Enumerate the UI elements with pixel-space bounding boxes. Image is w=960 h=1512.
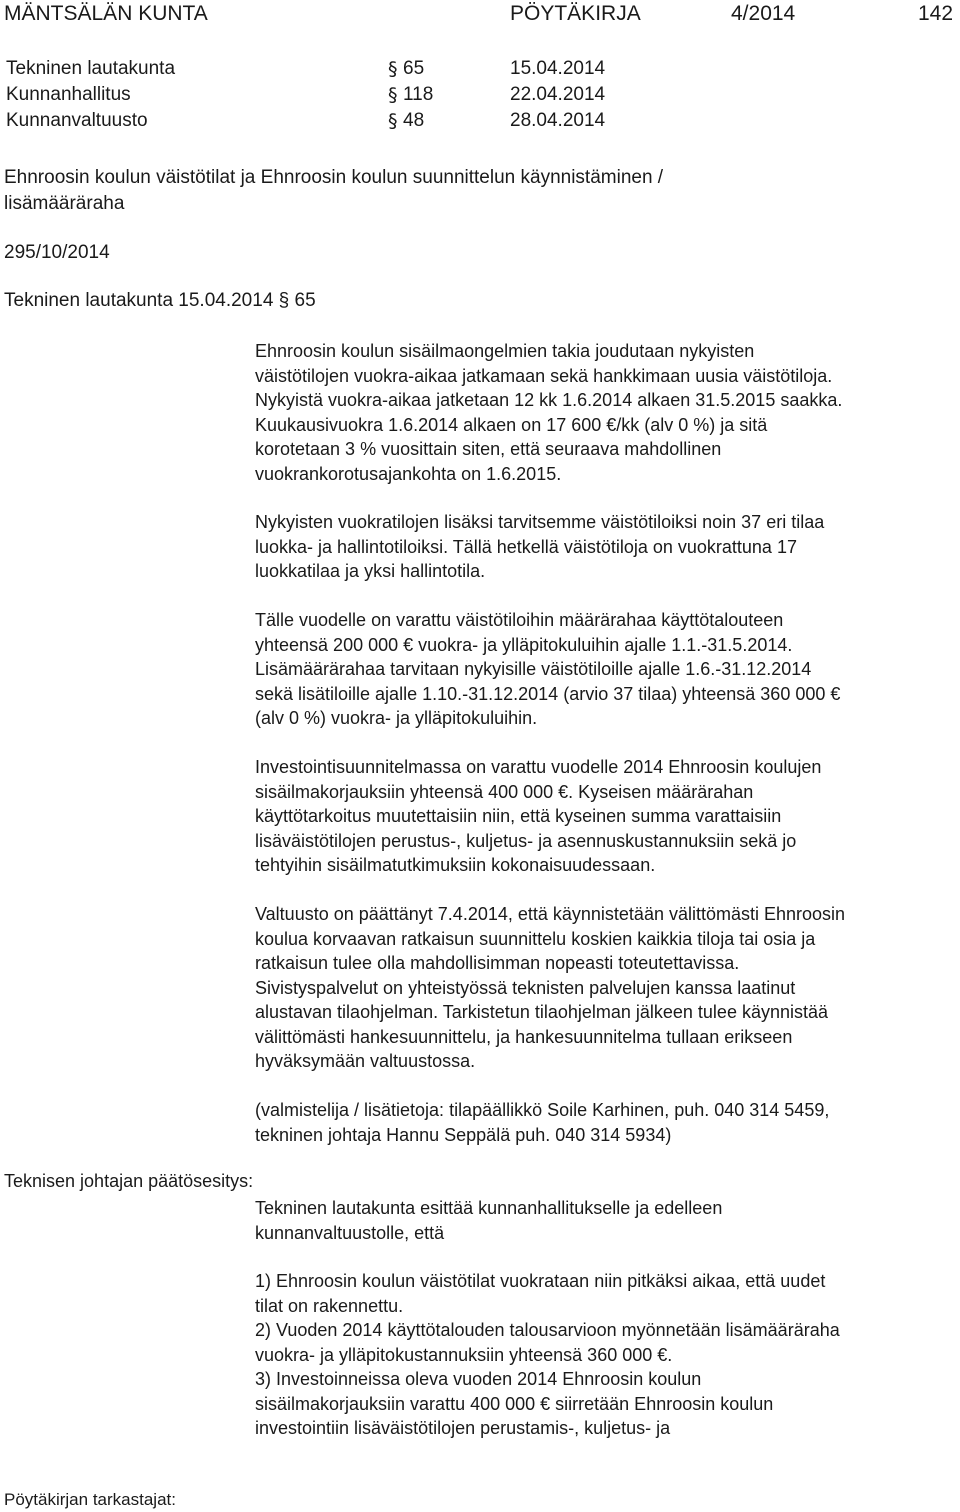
preparer-info xyxy=(255,1098,955,1147)
paragraph-line: Lisämäärärahaa tarvitaan nykyisille väistötiloille ajalle 1.6.-31.12.2014 xyxy=(255,659,812,679)
session-date: 28.04.2014 xyxy=(510,110,606,131)
paragraph xyxy=(255,902,955,1074)
paragraph-line: korotetaan 3 % vuosittain siten, että seuraava mahdollinen xyxy=(255,439,722,459)
proposal-items xyxy=(255,1269,955,1441)
paragraph-line: vuokrankorotusajankohta on 1.6.2015. xyxy=(255,463,562,484)
session-row xyxy=(6,108,646,134)
session-section: 48 xyxy=(403,110,425,131)
page-number: 142 xyxy=(918,2,954,25)
proposal-item-line: tilat on rakennettu. xyxy=(255,1295,404,1316)
section-sign-icon: § xyxy=(388,110,398,132)
paragraph-line: hyväksymään valtuustossa. xyxy=(255,1051,476,1071)
session-body: Tekninen lautakunta xyxy=(6,58,176,79)
paragraph-line: (valmistelija / lisätietoja: tilapäällikkö Soile Karhinen, puh. 040 314 5459, xyxy=(255,1100,830,1120)
proposal-item-line: 1) Ehnroosin koulun väistötilat vuokrataan niin pitkäksi aikaa, että uudet xyxy=(255,1271,826,1291)
proposal-label: Teknisen johtajan päätösesitys: xyxy=(4,1171,254,1191)
paragraph-line: alustavan tilaohjelman. Tarkistetun tilaohjelman jälkeen tulee käynnistää xyxy=(255,1002,829,1022)
paragraph-line: Nykyistä vuokra-aikaa jatketaan 12 kk 1.6.2014 alkaen 31.5.2015 saakka. xyxy=(255,390,843,410)
paragraph-line: Ehnroosin koulun sisäilmaongelmien takia joudutaan nykyisten xyxy=(255,341,755,361)
section-sign-icon: § xyxy=(388,84,398,106)
session-body: Kunnanhallitus xyxy=(6,84,131,105)
paragraph-line: ratkaisun tulee olla mahdollisimman nopeasti toteutettavissa. xyxy=(255,953,740,973)
proposal-intro xyxy=(255,1196,955,1245)
proposal-item-line: 2) Vuoden 2014 käyttötalouden talousarvioon myönnetään lisämääräraha xyxy=(255,1320,840,1340)
reference-number: 295/10/2014 xyxy=(4,242,110,263)
paragraph-line: sisäilmakorjauksiin yhteensä 400 000 €. Kyseisen määrärahan xyxy=(255,781,754,802)
document-type: PÖYTÄKIRJA xyxy=(510,2,641,25)
paragraph-line: tehtyihin sisäilmatutkimuksiin kokonaisuudessaan. xyxy=(255,855,656,875)
paragraph-line: kunnanvaltuustolle, että xyxy=(255,1222,445,1243)
paragraph-line: Sivistyspalvelut on yhteistyössä teknisten palvelujen kanssa laatinut xyxy=(255,977,796,998)
paragraph-line: Nykyisten vuokratilojen lisäksi tarvitsemme väistötiloiksi noin 37 eri tilaa xyxy=(255,512,825,532)
paragraph-line: koulua korvaavan ratkaisun suunnittelu koskien kaikkia tiloja tai osia ja xyxy=(255,928,816,949)
paragraph-line: yhteensä 200 000 € vuokra- ja ylläpitokuluihin ajalle 1.1.-31.5.2014. xyxy=(255,634,793,655)
paragraph-line: luokkatilaa ja yksi hallintotila. xyxy=(255,561,486,581)
session-row xyxy=(6,56,646,82)
paragraph-line: Tälle vuodelle on varattu väistötiloihin määrärahaa käyttötalouteen xyxy=(255,610,784,630)
paragraph xyxy=(255,510,955,584)
session-date: 22.04.2014 xyxy=(510,84,606,105)
paragraph-line: tekninen johtaja Hannu Seppälä puh. 040 314 5934) xyxy=(255,1124,672,1145)
proposal-item-line: sisäilmakorjauksiin varattu 400 000 € siirretään Ehnroosin koulun xyxy=(255,1393,774,1414)
agenda-title-line: lisämääräraha xyxy=(4,193,125,214)
issue-number: 4/2014 xyxy=(731,2,796,25)
proposal-item-line: vuokra- ja ylläpitokustannuksiin yhteensä 360 000 €. xyxy=(255,1344,673,1365)
committee-line: Tekninen lautakunta 15.04.2014 § 65 xyxy=(4,290,316,311)
session-row xyxy=(6,82,646,108)
session-section: 118 xyxy=(403,84,434,105)
proposal-item-line: 3) Investoinneissa oleva vuoden 2014 Ehnroosin koulun xyxy=(255,1369,702,1389)
paragraph-line: väistötilojen vuokra-aikaa jatkamaan sekä hankkimaan uusia väistötiloja. xyxy=(255,365,833,386)
paragraph xyxy=(255,608,955,731)
paragraph-line: luokka- ja hallintotiloiksi. Tällä hetkellä väistötiloja on vuokrattuna 17 xyxy=(255,536,797,557)
paragraph-line: Kuukausivuokra 1.6.2014 alkaen on 17 600 €/kk (alv 0 %) ja sitä xyxy=(255,414,768,435)
paragraph-line: Tekninen lautakunta esittää kunnanhallitukselle ja edelleen xyxy=(255,1198,723,1218)
proposal-item-line: investointiin lisäväistötilojen perustamis-, kuljetus- ja xyxy=(255,1418,671,1438)
session-date: 15.04.2014 xyxy=(510,58,606,79)
paragraph-line: Valtuusto on päättänyt 7.4.2014, että käynnistetään välittömästi Ehnroosin xyxy=(255,904,846,924)
paragraph-line: Investointisuunnitelmassa on varattu vuodelle 2014 Ehnroosin koulujen xyxy=(255,757,822,777)
municipality-name: MÄNTSÄLÄN KUNTA xyxy=(4,2,208,25)
paragraph-line: välittömästi hankesuunnittelu, ja hankesuunnitelma tullaan erikseen xyxy=(255,1026,793,1047)
paragraph xyxy=(255,339,955,486)
session-section: 65 xyxy=(403,58,425,79)
paragraph-line: sekä lisätiloille ajalle 1.10.-31.12.2014 (arvio 37 tilaa) yhteensä 360 000 € xyxy=(255,683,841,704)
paragraph xyxy=(255,755,955,878)
agenda-title xyxy=(4,165,904,217)
section-sign-icon: § xyxy=(388,58,398,80)
paragraph-line: lisäväistötilojen perustus-, kuljetus- ja asennuskustannuksiin sekä jo xyxy=(255,830,797,851)
minutes-checkers-label: Pöytäkirjan tarkastajat: xyxy=(4,1490,176,1509)
paragraph-line: käyttötarkoitus muutettaisiin niin, että kyseinen summa varattaisiin xyxy=(255,806,782,826)
agenda-title-line: Ehnroosin koulun väistötilat ja Ehnroosin koulun suunnittelun käynnistäminen / xyxy=(4,167,664,188)
paragraph-line: (alv 0 %) vuokra- ja ylläpitokuluihin. xyxy=(255,708,538,728)
session-body: Kunnanvaltuusto xyxy=(6,110,148,131)
